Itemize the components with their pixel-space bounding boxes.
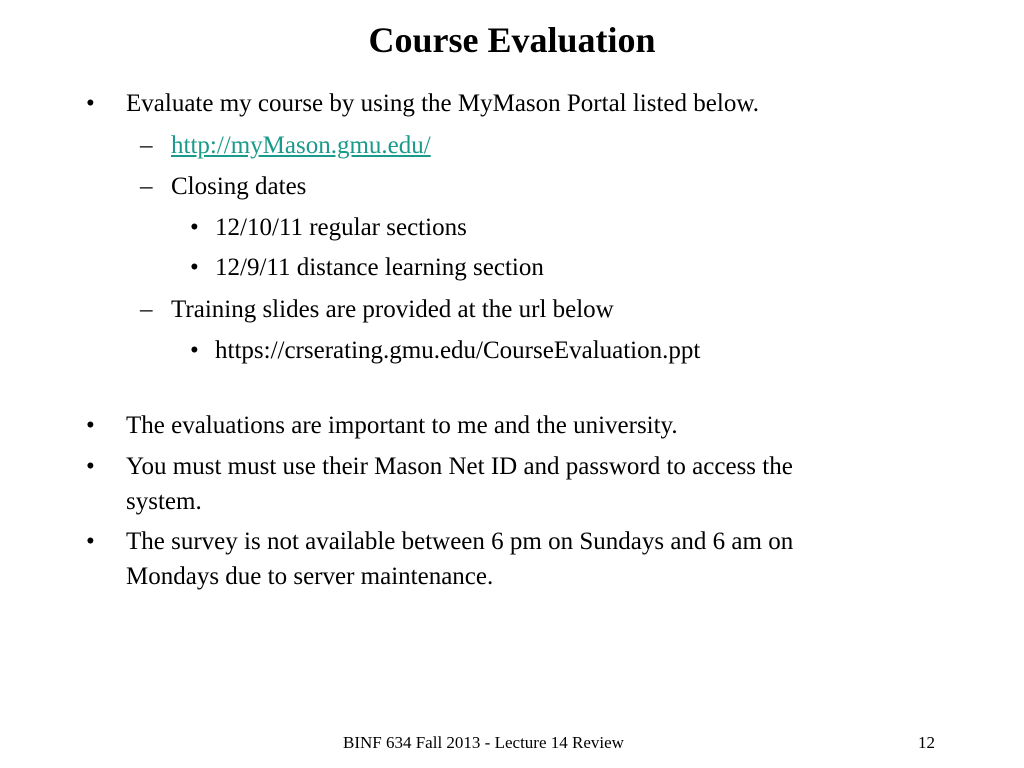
mymason-link[interactable]: http://myMason.gmu.edu/ <box>171 132 431 159</box>
page-number: 12 <box>918 733 935 752</box>
bullet-marker: • <box>86 412 95 439</box>
dash-marker: – <box>140 132 153 159</box>
training-label: Training slides are provided at the url below <box>171 296 614 323</box>
bullet-netid-line2: system. <box>126 488 202 515</box>
training-url: https://crserating.gmu.edu/CourseEvaluation.ppt <box>215 337 701 364</box>
bullet-survey-line1: The survey is not available between 6 pm on Sundays and 6 am on <box>126 528 794 555</box>
date-distance: 12/9/11 distance learning section <box>215 254 544 281</box>
bullet-marker: • <box>190 254 199 281</box>
slide-title: Course Evaluation <box>368 20 656 60</box>
dash-marker: – <box>140 296 153 323</box>
bullet-marker: • <box>190 337 199 364</box>
bullet-importance: The evaluations are important to me and the university. <box>126 412 678 439</box>
bullet-survey-line2: Mondays due to server maintenance. <box>126 563 494 590</box>
bullet-netid-line1: You must must use their Mason Net ID and password to access the <box>126 453 793 480</box>
bullet-marker: • <box>86 453 95 480</box>
closing-dates-label: Closing dates <box>171 173 307 200</box>
bullet-marker: • <box>86 528 95 555</box>
footer-text: BINF 634 Fall 2013 - Lecture 14 Review <box>343 733 624 752</box>
dash-marker: – <box>140 173 153 200</box>
date-regular: 12/10/11 regular sections <box>215 214 467 241</box>
bullet-marker: • <box>190 214 199 241</box>
bullet-evaluate: Evaluate my course by using the MyMason Portal listed below. <box>126 90 759 117</box>
bullet-marker: • <box>86 90 95 117</box>
